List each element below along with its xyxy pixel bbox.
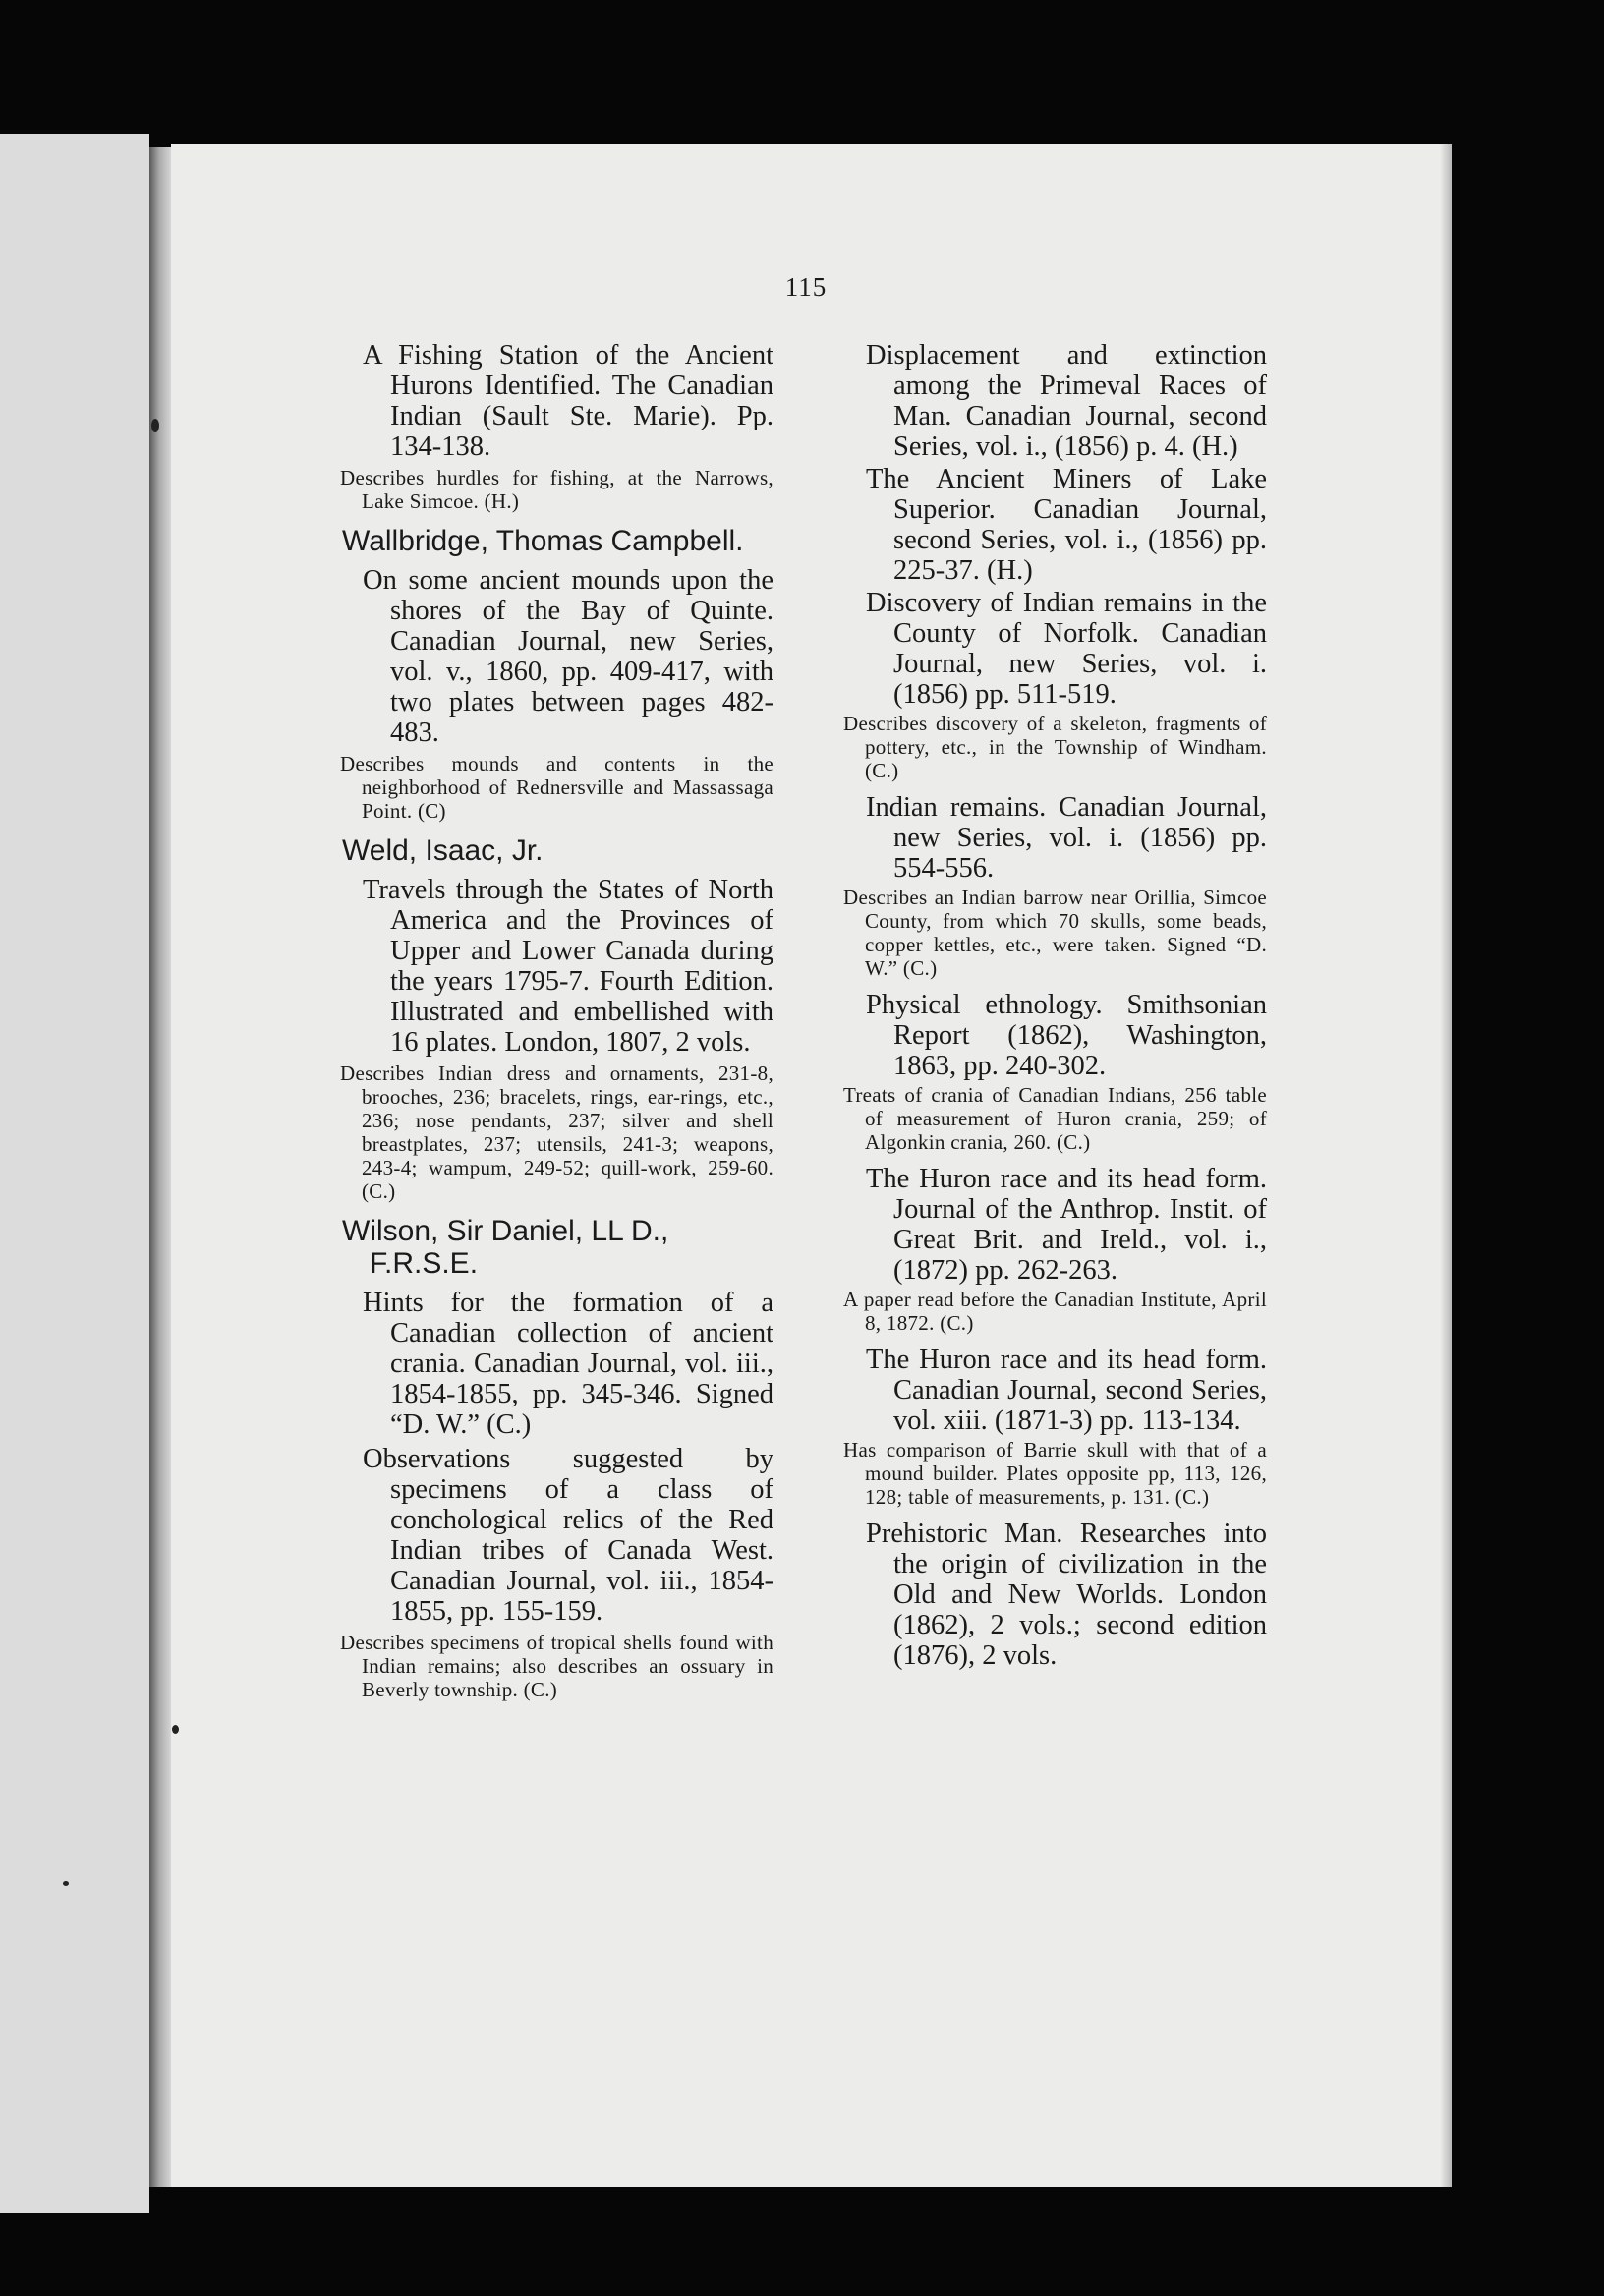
annotation-note: Describes discovery of a skeleton, fragments of pottery, etc., in the Township of Windham. (C.): [843, 712, 1267, 782]
bibliography-entry: A Fishing Station of the Ancient Hurons Identified. The Canadian Indian (Sault Ste. Marie). Pp. 134-138.: [363, 340, 773, 462]
bibliography-entry: Observations suggested by specimens of a class of conchological relics of the Red Indian tribes of Canada West. Canadian Journal, vol. iii., 1854-1855, pp. 155-159.: [363, 1444, 773, 1627]
bibliography-entry: On some ancient mounds upon the shores of the Bay of Quinte. Canadian Journal, new Series, vol. v., 1860, pp. 409-417, with two plates between pages 482-483.: [363, 565, 773, 748]
annotation-note: A paper read before the Canadian Institute, April 8, 1872. (C.): [843, 1288, 1267, 1335]
bibliography-entry: Indian remains. Canadian Journal, new Series, vol. i. (1856) pp. 554-556.: [866, 792, 1267, 884]
right-column: [837, 340, 1267, 1673]
annotation-note: Treats of crania of Canadian Indians, 256 table of measurement of Huron crania, 259; of Algonkin crania, 260. (C.): [843, 1083, 1267, 1154]
bibliography-entry: Physical ethnology. Smithsonian Report (1862), Washington, 1863, pp. 240-302.: [866, 990, 1267, 1081]
page-edge-shadow: [1440, 144, 1452, 2187]
book-gutter: [149, 147, 171, 2187]
author-heading: Weld, Isaac, Jr.: [342, 834, 544, 867]
bibliography-entry: The Huron race and its head form. Canadian Journal, second Series, vol. xiii. (1871-3) pp. 113-134.: [866, 1345, 1267, 1436]
author-heading: Wilson, Sir Daniel, LL D., F.R.S.E.: [342, 1215, 669, 1280]
bibliography-entry: The Huron race and its head form. Journal of the Anthrop. Instit. of Great Brit. and Ireld., vol. i., (1872) pp. 262-263.: [866, 1164, 1267, 1286]
scan-speck: [172, 1725, 179, 1734]
scan-speck: [63, 1881, 69, 1886]
annotation-note: Describes Indian dress and ornaments, 231-8, brooches, 236; bracelets, rings, ear-rings, etc., 236; nose pendants, 237; silver and shell breastplates, 237; utensils, 241-3; weapons, 243-4; wampum, 249-52; quill-work, 259-60. (C.): [340, 1062, 773, 1203]
page-number: 115: [784, 272, 828, 302]
author-heading: Wallbridge, Thomas Campbell.: [342, 525, 744, 557]
annotation-note: Describes specimens of tropical shells found with Indian remains; also describes an ossuary in Beverly township. (C.): [340, 1631, 773, 1701]
scan-speck: [151, 419, 159, 432]
annotation-note: Describes an Indian barrow near Orillia, Simcoe County, from which 70 skulls, some beads, copper kettles, etc., were taken. Signed “D. W.” (C.): [843, 886, 1267, 980]
bibliography-entry: Displacement and extinction among the Primeval Races of Man. Canadian Journal, second Series, vol. i., (1856) p. 4. (H.): [866, 340, 1267, 462]
annotation-note: Describes hurdles for fishing, at the Narrows, Lake Simcoe. (H.): [340, 466, 773, 513]
bibliography-entry: Travels through the States of North America and the Provinces of Upper and Lower Canada during the years 1795-7. Fourth Edition. Illustrated and embellished with 16 plates. London, 1807, 2 vols.: [363, 875, 773, 1058]
bibliography-entry: Discovery of Indian remains in the County of Norfolk. Canadian Journal, new Series, vol. i. (1856) pp. 511-519.: [866, 588, 1267, 710]
left-column: [334, 340, 773, 1713]
facing-page-edge: [0, 134, 149, 2213]
bibliography-entry: Prehistoric Man. Researches into the origin of civilization in the Old and New Worlds. London (1862), 2 vols.; second edition (1876), 2 vols.: [866, 1519, 1267, 1671]
annotation-note: Describes mounds and contents in the neighborhood of Rednersville and Massassaga Point. (C): [340, 752, 773, 823]
annotation-note: Has comparison of Barrie skull with that of a mound builder. Plates opposite pp, 113, 126, 128; table of measurements, p. 131. (C.): [843, 1438, 1267, 1509]
bibliography-entry: Hints for the formation of a Canadian collection of ancient crania. Canadian Journal, vol. iii., 1854-1855, pp. 345-346. Signed “D. W.” (C.): [363, 1288, 773, 1440]
bibliography-entry: The Ancient Miners of Lake Superior. Canadian Journal, second Series, vol. i., (1856) pp. 225-37. (H.): [866, 464, 1267, 586]
